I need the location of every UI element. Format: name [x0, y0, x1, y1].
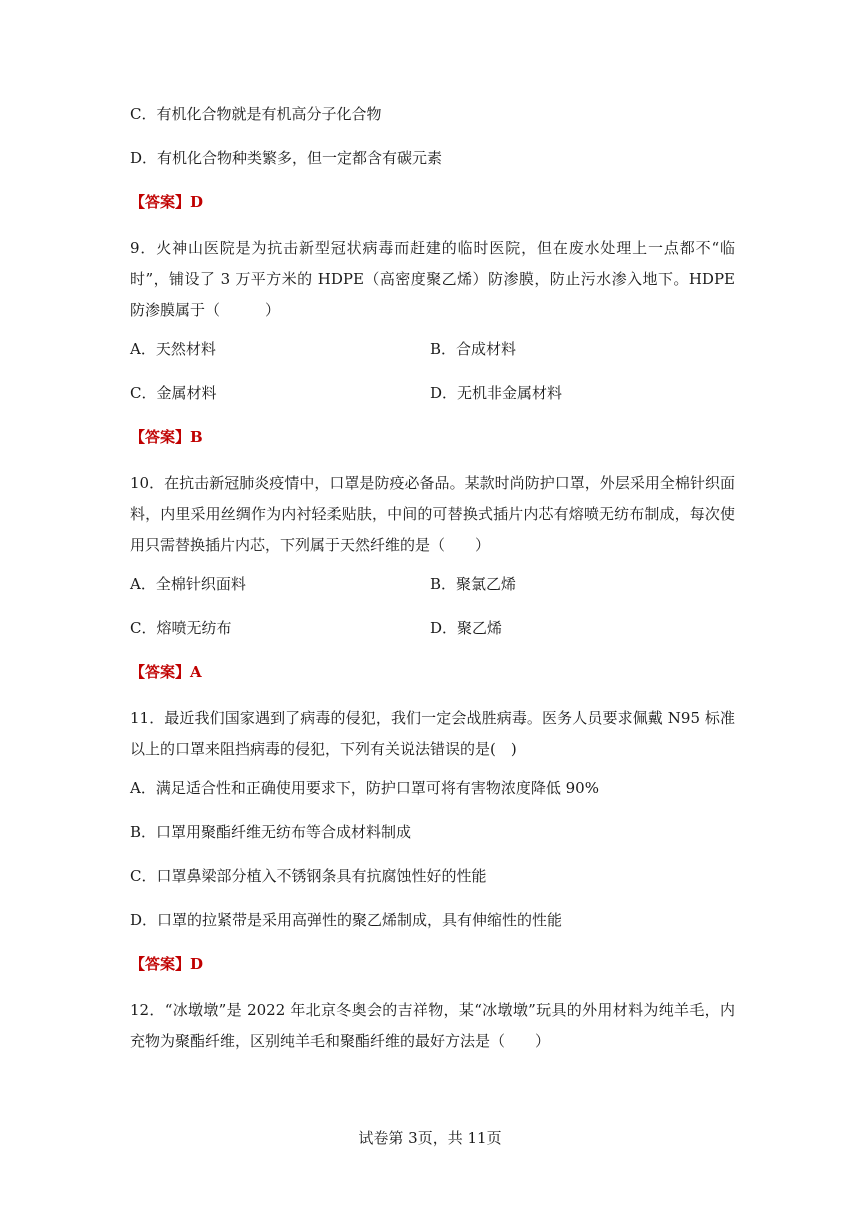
q9-option-d: D．无机非金属材料 — [430, 384, 563, 402]
q11-option-c: C．口罩鼻梁部分植入不锈钢条具有抗腐蚀性好的性能 — [130, 867, 487, 885]
q10-answer: 【答案】A — [130, 663, 202, 681]
q10-option-a: A．全棉针织面料 — [130, 575, 246, 593]
q11-option-d: D．口罩的拉紧带是采用高弹性的聚乙烯制成，具有伸缩性的性能 — [130, 911, 563, 929]
q9-option-c: C．金属材料 — [130, 384, 217, 402]
q10-option-d: D．聚乙烯 — [430, 619, 503, 637]
q12-stem: 12．“冰墩墩”是 2022 年北京冬奥会的吉祥物，某“冰墩墩”玩具的外用材料为纯羊毛，内充物为聚酯纤维，区别纯羊毛和聚酯纤维的最好方法是（ ） — [130, 1001, 735, 1050]
prev-answer: 【答案】D — [130, 193, 204, 211]
q10-stem: 10．在抗击新冠肺炎疫情中，口罩是防疫必备品。某款时尚防护口罩，外层采用全棉针织面料，内里采用丝绸作为内衬轻柔贴肤，中间的可替换式插片内芯有熔喷无纺布制成，每次使用只需替换插片内芯，下列属于天然纤维的是（ ） — [130, 474, 735, 554]
prev-option-c: C．有机化合物就是有机高分子化合物 — [130, 105, 382, 123]
page-footer: 试卷第 3页，共 11页 — [358, 1129, 502, 1147]
q9-option-a: A．天然材料 — [130, 340, 216, 358]
q11-option-b: B．口罩用聚酯纤维无纺布等合成材料制成 — [130, 823, 412, 841]
q10-option-c: C．熔喷无纺布 — [130, 619, 232, 637]
q11-answer: 【答案】D — [130, 955, 204, 973]
q11-stem: 11．最近我们国家遇到了病毒的侵犯，我们一定会战胜病毒。医务人员要求佩戴 N95 标准以上的口罩来阻挡病毒的侵犯，下列有关说法错误的是( ) — [130, 709, 735, 758]
q9-answer: 【答案】B — [130, 428, 203, 446]
prev-option-d: D．有机化合物种类繁多，但一定都含有碳元素 — [130, 149, 443, 167]
q10-option-b: B．聚氯乙烯 — [430, 575, 517, 593]
q9-stem: 9．火神山医院是为抗击新型冠状病毒而赶建的临时医院，但在废水处理上一点都不“临时”，铺设了 3 万平方米的 HDPE（高密度聚乙烯）防渗膜，防止污水渗入地下。HDPE 防渗膜属于（ ） — [130, 239, 735, 319]
q11-option-a: A．满足适合性和正确使用要求下，防护口罩可将有害物浓度降低 90% — [130, 779, 599, 797]
q9-option-b: B．合成材料 — [430, 340, 517, 358]
